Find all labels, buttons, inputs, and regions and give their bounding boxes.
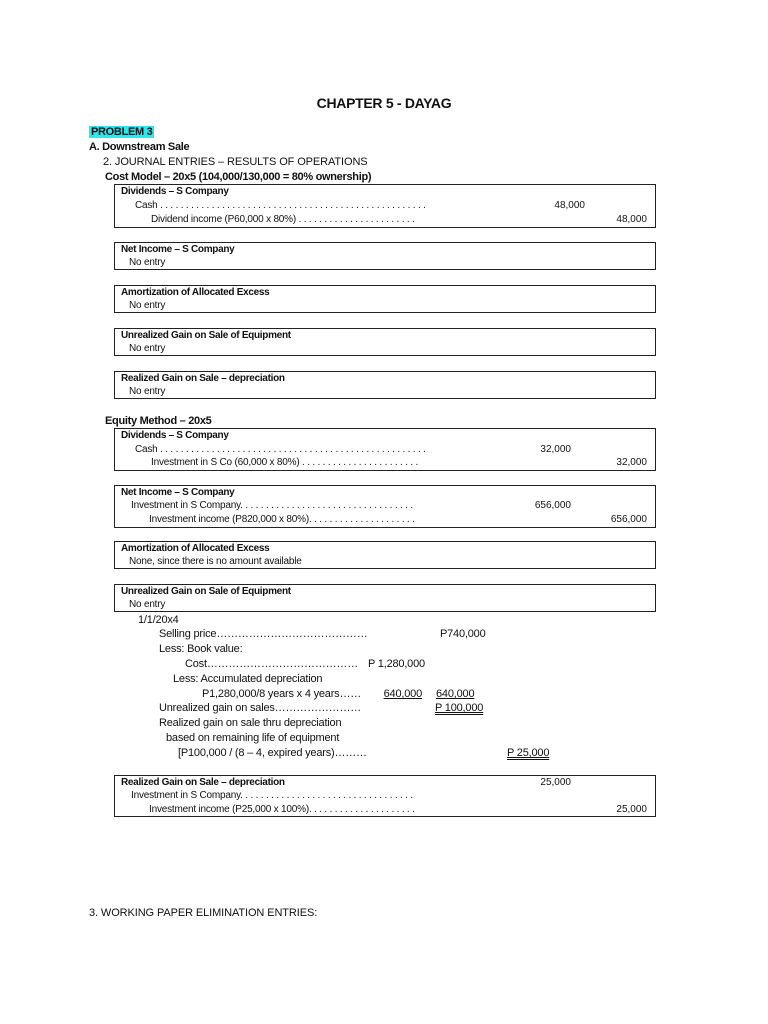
entry-debit-account: Investment in S Company. . . . . . . . . . . . . . . . . . . . . . . . . . . . . . . . . . xyxy=(131,500,413,511)
calc-realized-line-1: Realized gain on sale thru depreciation xyxy=(159,717,342,729)
entry-credit-account: Investment income (P25,000 x 100%). . . . . . . . . . . . . . . . . . . . . xyxy=(149,804,415,815)
equity-realized-entry xyxy=(114,775,656,817)
entry-line: No entry xyxy=(129,300,166,311)
entry-title: Unrealized Gain on Sale of Equipment xyxy=(121,330,291,341)
equity-net-income-entry xyxy=(114,485,656,528)
entry-credit-account: Investment income (P820,000 x 80%). . . . . . . . . . . . . . . . . . . . . xyxy=(149,514,415,525)
entry-title: Dividends – S Company xyxy=(121,186,229,197)
entry-title: Net Income – S Company xyxy=(121,244,235,255)
entry-credit-amount: 25,000 xyxy=(616,804,647,815)
entry-line: No entry xyxy=(129,386,166,397)
entry-line: None, since there is no amount available xyxy=(129,556,302,567)
entry-title: Dividends – S Company xyxy=(121,430,229,441)
equity-method-heading: Equity Method – 20x5 xyxy=(105,415,212,427)
calc-realized-value: P 25,000 xyxy=(507,747,550,759)
entry-credit-amount: 32,000 xyxy=(616,457,647,468)
cost-dividends-entry xyxy=(114,184,656,228)
page-title: CHAPTER 5 - DAYAG xyxy=(316,95,452,111)
entry-title: Amortization of Allocated Excess xyxy=(121,543,270,554)
calc-cost-label: Cost…………………………………… xyxy=(185,658,359,670)
entry-debit-amount: 32,000 xyxy=(540,444,571,455)
entry-debit-account: Cash . . . . . . . . . . . . . . . . . . . . . . . . . . . . . . . . . . . . . . . . . . . . . . . . . . . . xyxy=(135,444,426,455)
entry-debit-amount: 25,000 xyxy=(540,777,571,788)
cost-unrealized-entry xyxy=(114,328,656,356)
entry-title: Realized Gain on Sale – depreciation xyxy=(121,373,285,384)
entry-line: No entry xyxy=(129,599,166,610)
calc-accum-label: P1,280,000/8 years x 4 years…… xyxy=(202,688,362,700)
cost-model-heading: Cost Model – 20x5 (104,000/130,000 = 80% ownership) xyxy=(105,171,372,183)
calc-less-accum: Less: Accumulated depreciation xyxy=(173,673,323,685)
entry-title: Amortization of Allocated Excess xyxy=(121,287,270,298)
calc-selling-price-label: Selling price…………………………………… xyxy=(159,628,368,640)
entry-credit-amount: 48,000 xyxy=(616,214,647,225)
section-3-heading: 3. WORKING PAPER ELIMINATION ENTRIES: xyxy=(89,907,318,919)
section-a-heading: A. Downstream Sale xyxy=(89,141,190,153)
entry-debit-amount: 656,000 xyxy=(534,500,571,511)
problem-label: PROBLEM 3 xyxy=(91,126,153,138)
entry-line: No entry xyxy=(129,343,166,354)
entry-credit-account: Investment in S Co (60,000 x 80%) . . . . . . . . . . . . . . . . . . . . . . . xyxy=(151,457,419,468)
entry-debit-account: Cash . . . . . . . . . . . . . . . . . . . . . . . . . . . . . . . . . . . . . . . . . . . . . . . . . . . . xyxy=(135,200,426,211)
entry-credit-account: Dividend income (P60,000 x 80%) . . . . . . . . . . . . . . . . . . . . . . . xyxy=(151,214,415,225)
calc-date: 1/1/20x4 xyxy=(138,614,179,626)
calc-unrealized-value: P 100,000 xyxy=(435,702,484,714)
calc-less-book-value: Less: Book value: xyxy=(159,643,243,655)
calc-realized-line-2: based on remaining life of equipment xyxy=(166,732,340,744)
calc-accum-value: 640,000 xyxy=(383,688,422,700)
calc-realized-line-3: [P100,000 / (8 – 4, expired years)……… xyxy=(178,747,367,759)
entry-debit-amount: 48,000 xyxy=(554,200,585,211)
equity-unrealized-entry xyxy=(114,584,656,612)
equity-dividends-entry xyxy=(114,428,656,471)
entry-debit-account: Investment in S Company. . . . . . . . . . . . . . . . . . . . . . . . . . . . . . . . . . xyxy=(131,790,413,801)
entry-title: Unrealized Gain on Sale of Equipment xyxy=(121,586,291,597)
entry-credit-amount: 656,000 xyxy=(610,514,647,525)
calc-selling-price-value: P740,000 xyxy=(440,628,486,640)
cost-amortization-entry xyxy=(114,285,656,313)
entry-line: No entry xyxy=(129,257,166,268)
calc-cost-value: P 1,280,000 xyxy=(368,658,425,670)
cost-realized-entry xyxy=(114,371,656,399)
calc-accum-value-2: 640,000 xyxy=(436,688,475,700)
cost-net-income-entry xyxy=(114,242,656,270)
entry-title: Realized Gain on Sale – depreciation xyxy=(121,777,285,788)
entry-title: Net Income – S Company xyxy=(121,487,235,498)
equity-amortization-entry xyxy=(114,541,656,569)
calc-unrealized-label: Unrealized gain on sales…………………… xyxy=(159,702,362,714)
section-2-heading: 2. JOURNAL ENTRIES – RESULTS OF OPERATIONS xyxy=(103,156,368,168)
